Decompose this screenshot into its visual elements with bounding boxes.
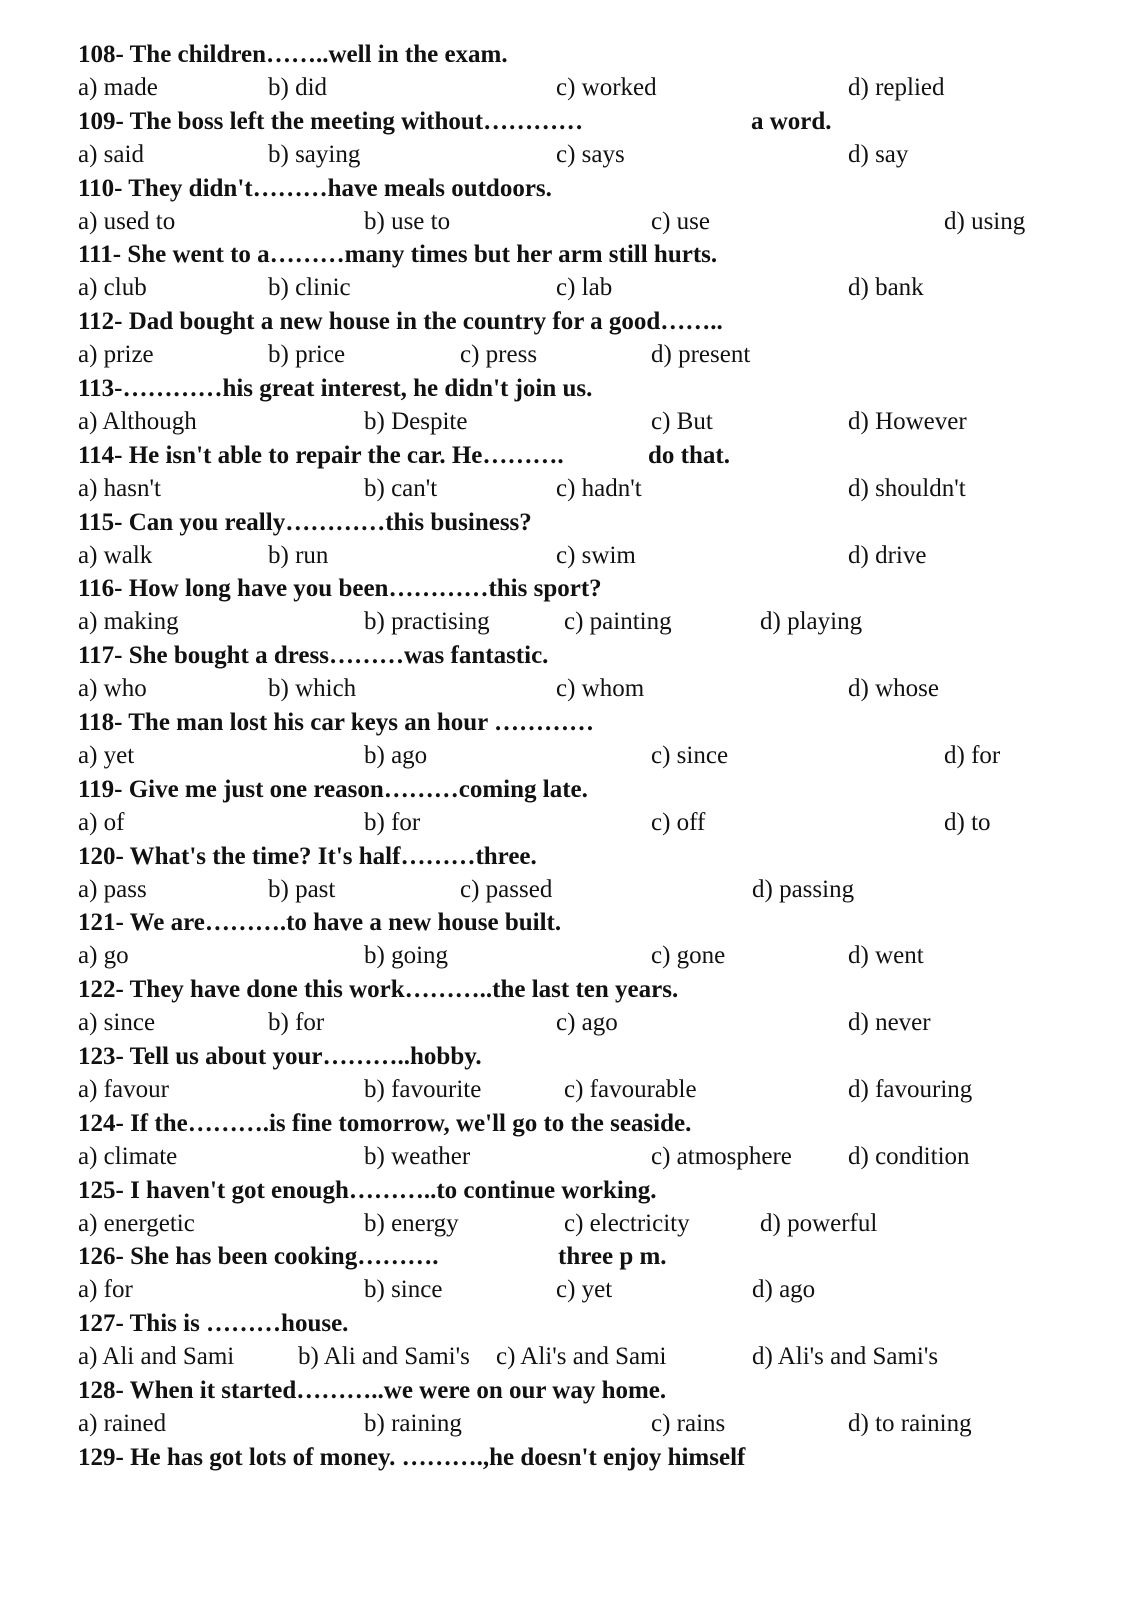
option-b-q116: b) practising <box>364 608 490 636</box>
option-a-q114: a) hasn't <box>78 474 161 502</box>
question-text-continuation: do that. <box>648 441 730 469</box>
option-a-q113: a) Although <box>78 408 197 435</box>
question-124 <box>78 1109 691 1139</box>
option-a-q108: a) made <box>78 74 158 101</box>
option-d-q108: d) replied <box>848 74 945 101</box>
question-113 <box>78 374 592 404</box>
option-d-q111: d) bank <box>848 274 924 302</box>
question-text: 125- I haven't got enough………..to continue working. <box>78 1176 657 1204</box>
option-c-q110: c) use <box>651 207 710 235</box>
option-a-q127: a) Ali and Sami <box>78 1343 235 1371</box>
option-d-q117: d) whose <box>848 675 939 703</box>
question-text: 127- This is ………house. <box>78 1310 349 1338</box>
question-115 <box>78 508 532 538</box>
option-d-q113: d) However <box>848 408 967 435</box>
question-118 <box>78 708 594 738</box>
question-119 <box>78 775 588 805</box>
option-a-q115: a) walk <box>78 541 153 569</box>
option-c-q122: c) ago <box>556 1009 618 1037</box>
question-text: 123- Tell us about your………..hobby. <box>78 1043 482 1070</box>
option-c-q119: c) off <box>651 808 706 836</box>
question-116 <box>78 574 602 604</box>
option-a-q112: a) prize <box>78 341 154 369</box>
option-b-q109: b) saying <box>268 140 361 168</box>
option-a-q121: a) go <box>78 942 129 970</box>
question-125 <box>78 1176 657 1206</box>
option-d-q120: d) passing <box>752 875 855 903</box>
option-a-q128: a) rained <box>78 1410 167 1437</box>
question-text: 116- How long have you been…………this sport? <box>78 575 602 603</box>
question-text: 110- They didn't………have meals outdoors. <box>78 174 552 202</box>
option-a-q110: a) used to <box>78 207 176 235</box>
option-d-q128: d) to raining <box>848 1410 972 1437</box>
option-b-q127: b) Ali and Sami's <box>298 1343 470 1371</box>
question-text: 113-…………his great interest, he didn't join us. <box>78 375 593 402</box>
option-d-q119: d) to <box>944 808 991 836</box>
question-108 <box>78 40 508 70</box>
option-d-q123: d) favouring <box>848 1076 973 1103</box>
option-d-q126: d) ago <box>752 1276 816 1304</box>
option-d-q122: d) never <box>848 1009 931 1037</box>
question-111 <box>78 240 717 270</box>
option-c-q128: c) rains <box>651 1410 726 1437</box>
option-b-q114: b) can't <box>364 474 438 502</box>
option-a-q122: a) since <box>78 1009 156 1037</box>
option-b-q121: b) going <box>364 942 449 970</box>
option-c-q112: c) press <box>460 341 538 369</box>
option-d-q121: d) went <box>848 942 924 970</box>
option-b-q123: b) favourite <box>364 1076 482 1103</box>
option-b-q119: b) for <box>364 808 421 836</box>
option-c-q118: c) since <box>651 742 729 769</box>
option-a-q109: a) said <box>78 140 144 168</box>
question-122 <box>78 975 678 1005</box>
option-d-q127: d) Ali's and Sami's <box>752 1343 939 1371</box>
option-c-q108: c) worked <box>556 74 657 101</box>
option-c-q109: c) says <box>556 140 625 168</box>
question-text: 111- She went to a………many times but her arm still hurts. <box>78 241 718 269</box>
question-text: 118- The man lost his car keys an hour ………… <box>78 709 595 736</box>
option-d-q118: d) for <box>944 742 1001 769</box>
option-b-q108: b) did <box>268 74 328 101</box>
option-c-q127: c) Ali's and Sami <box>496 1343 667 1371</box>
question-text: 114- He isn't able to repair the car. He………. <box>78 441 564 469</box>
question-text: 126- She has been cooking………. <box>78 1243 439 1271</box>
option-a-q118: a) yet <box>78 742 135 769</box>
question-text: 129- He has got lots of money. ……….,he doesn't enjoy himself <box>78 1443 746 1471</box>
option-a-q117: a) who <box>78 675 147 703</box>
option-b-q113: b) Despite <box>364 408 468 435</box>
option-a-q119: a) of <box>78 808 125 836</box>
option-d-q114: d) shouldn't <box>848 474 966 502</box>
option-d-q125: d) powerful <box>760 1209 878 1237</box>
option-b-q128: b) raining <box>364 1410 462 1437</box>
option-a-q125: a) energetic <box>78 1209 195 1237</box>
question-text: 108- The children……..well in the exam. <box>78 41 508 68</box>
option-c-q126: c) yet <box>556 1276 613 1304</box>
option-a-q116: a) making <box>78 608 179 636</box>
option-c-q116: c) painting <box>564 608 672 636</box>
option-b-q122: b) for <box>268 1009 325 1037</box>
option-c-q117: c) whom <box>556 675 645 703</box>
option-a-q120: a) pass <box>78 875 147 903</box>
option-b-q111: b) clinic <box>268 274 351 302</box>
option-d-q115: d) drive <box>848 541 927 569</box>
option-c-q124: c) atmosphere <box>651 1142 792 1170</box>
question-120 <box>78 842 537 872</box>
question-129 <box>78 1443 745 1473</box>
option-b-q110: b) use to <box>364 207 451 235</box>
question-text-continuation: three p m. <box>558 1243 667 1271</box>
option-b-q118: b) ago <box>364 742 428 769</box>
question-text: 112- Dad bought a new house in the country for a good…….. <box>78 308 723 336</box>
option-b-q112: b) price <box>268 341 346 369</box>
option-b-q117: b) which <box>268 675 357 703</box>
option-d-q109: d) say <box>848 140 909 168</box>
option-d-q110: d) using <box>944 207 1026 235</box>
option-c-q111: c) lab <box>556 274 613 302</box>
question-text: 124- If the……….is fine tomorrow, we'll go to the seaside. <box>78 1109 692 1137</box>
option-b-q124: b) weather <box>364 1142 471 1170</box>
option-d-q112: d) present <box>651 341 751 369</box>
question-123 <box>78 1042 482 1072</box>
question-114 <box>78 441 730 471</box>
option-d-q116: d) playing <box>760 608 863 636</box>
question-109 <box>78 107 832 137</box>
option-a-q124: a) climate <box>78 1142 178 1170</box>
option-b-q125: b) energy <box>364 1209 459 1237</box>
option-b-q115: b) run <box>268 541 329 569</box>
question-text: 109- The boss left the meeting without………… <box>78 107 584 135</box>
question-117 <box>78 641 548 671</box>
question-121 <box>78 908 561 938</box>
option-a-q123: a) favour <box>78 1076 169 1103</box>
question-text: 119- Give me just one reason………coming late. <box>78 775 588 803</box>
question-text: 122- They have done this work………..the last ten years. <box>78 976 679 1004</box>
question-text: 117- She bought a dress………was fantastic. <box>78 642 549 670</box>
option-a-q111: a) club <box>78 274 147 302</box>
question-text: 128- When it started………..we were on our way home. <box>78 1377 667 1404</box>
question-text: 115- Can you really…………this business? <box>78 508 532 536</box>
option-b-q126: b) since <box>364 1276 443 1304</box>
option-b-q120: b) past <box>268 875 336 903</box>
option-c-q114: c) hadn't <box>556 474 642 502</box>
option-c-q125: c) electricity <box>564 1209 690 1237</box>
option-c-q120: c) passed <box>460 875 553 903</box>
question-text-continuation: a word. <box>751 107 832 135</box>
option-c-q113: c) But <box>651 408 713 435</box>
question-128 <box>78 1376 666 1406</box>
option-c-q115: c) swim <box>556 541 636 569</box>
option-c-q123: c) favourable <box>564 1076 697 1103</box>
question-text: 121- We are……….to have a new house built. <box>78 909 562 937</box>
question-112 <box>78 307 723 337</box>
question-110 <box>78 174 552 204</box>
question-text: 120- What's the time? It's half………three. <box>78 842 537 870</box>
option-d-q124: d) condition <box>848 1142 970 1170</box>
option-c-q121: c) gone <box>651 942 726 970</box>
question-126 <box>78 1242 667 1272</box>
option-a-q126: a) for <box>78 1276 133 1304</box>
question-127 <box>78 1309 348 1339</box>
